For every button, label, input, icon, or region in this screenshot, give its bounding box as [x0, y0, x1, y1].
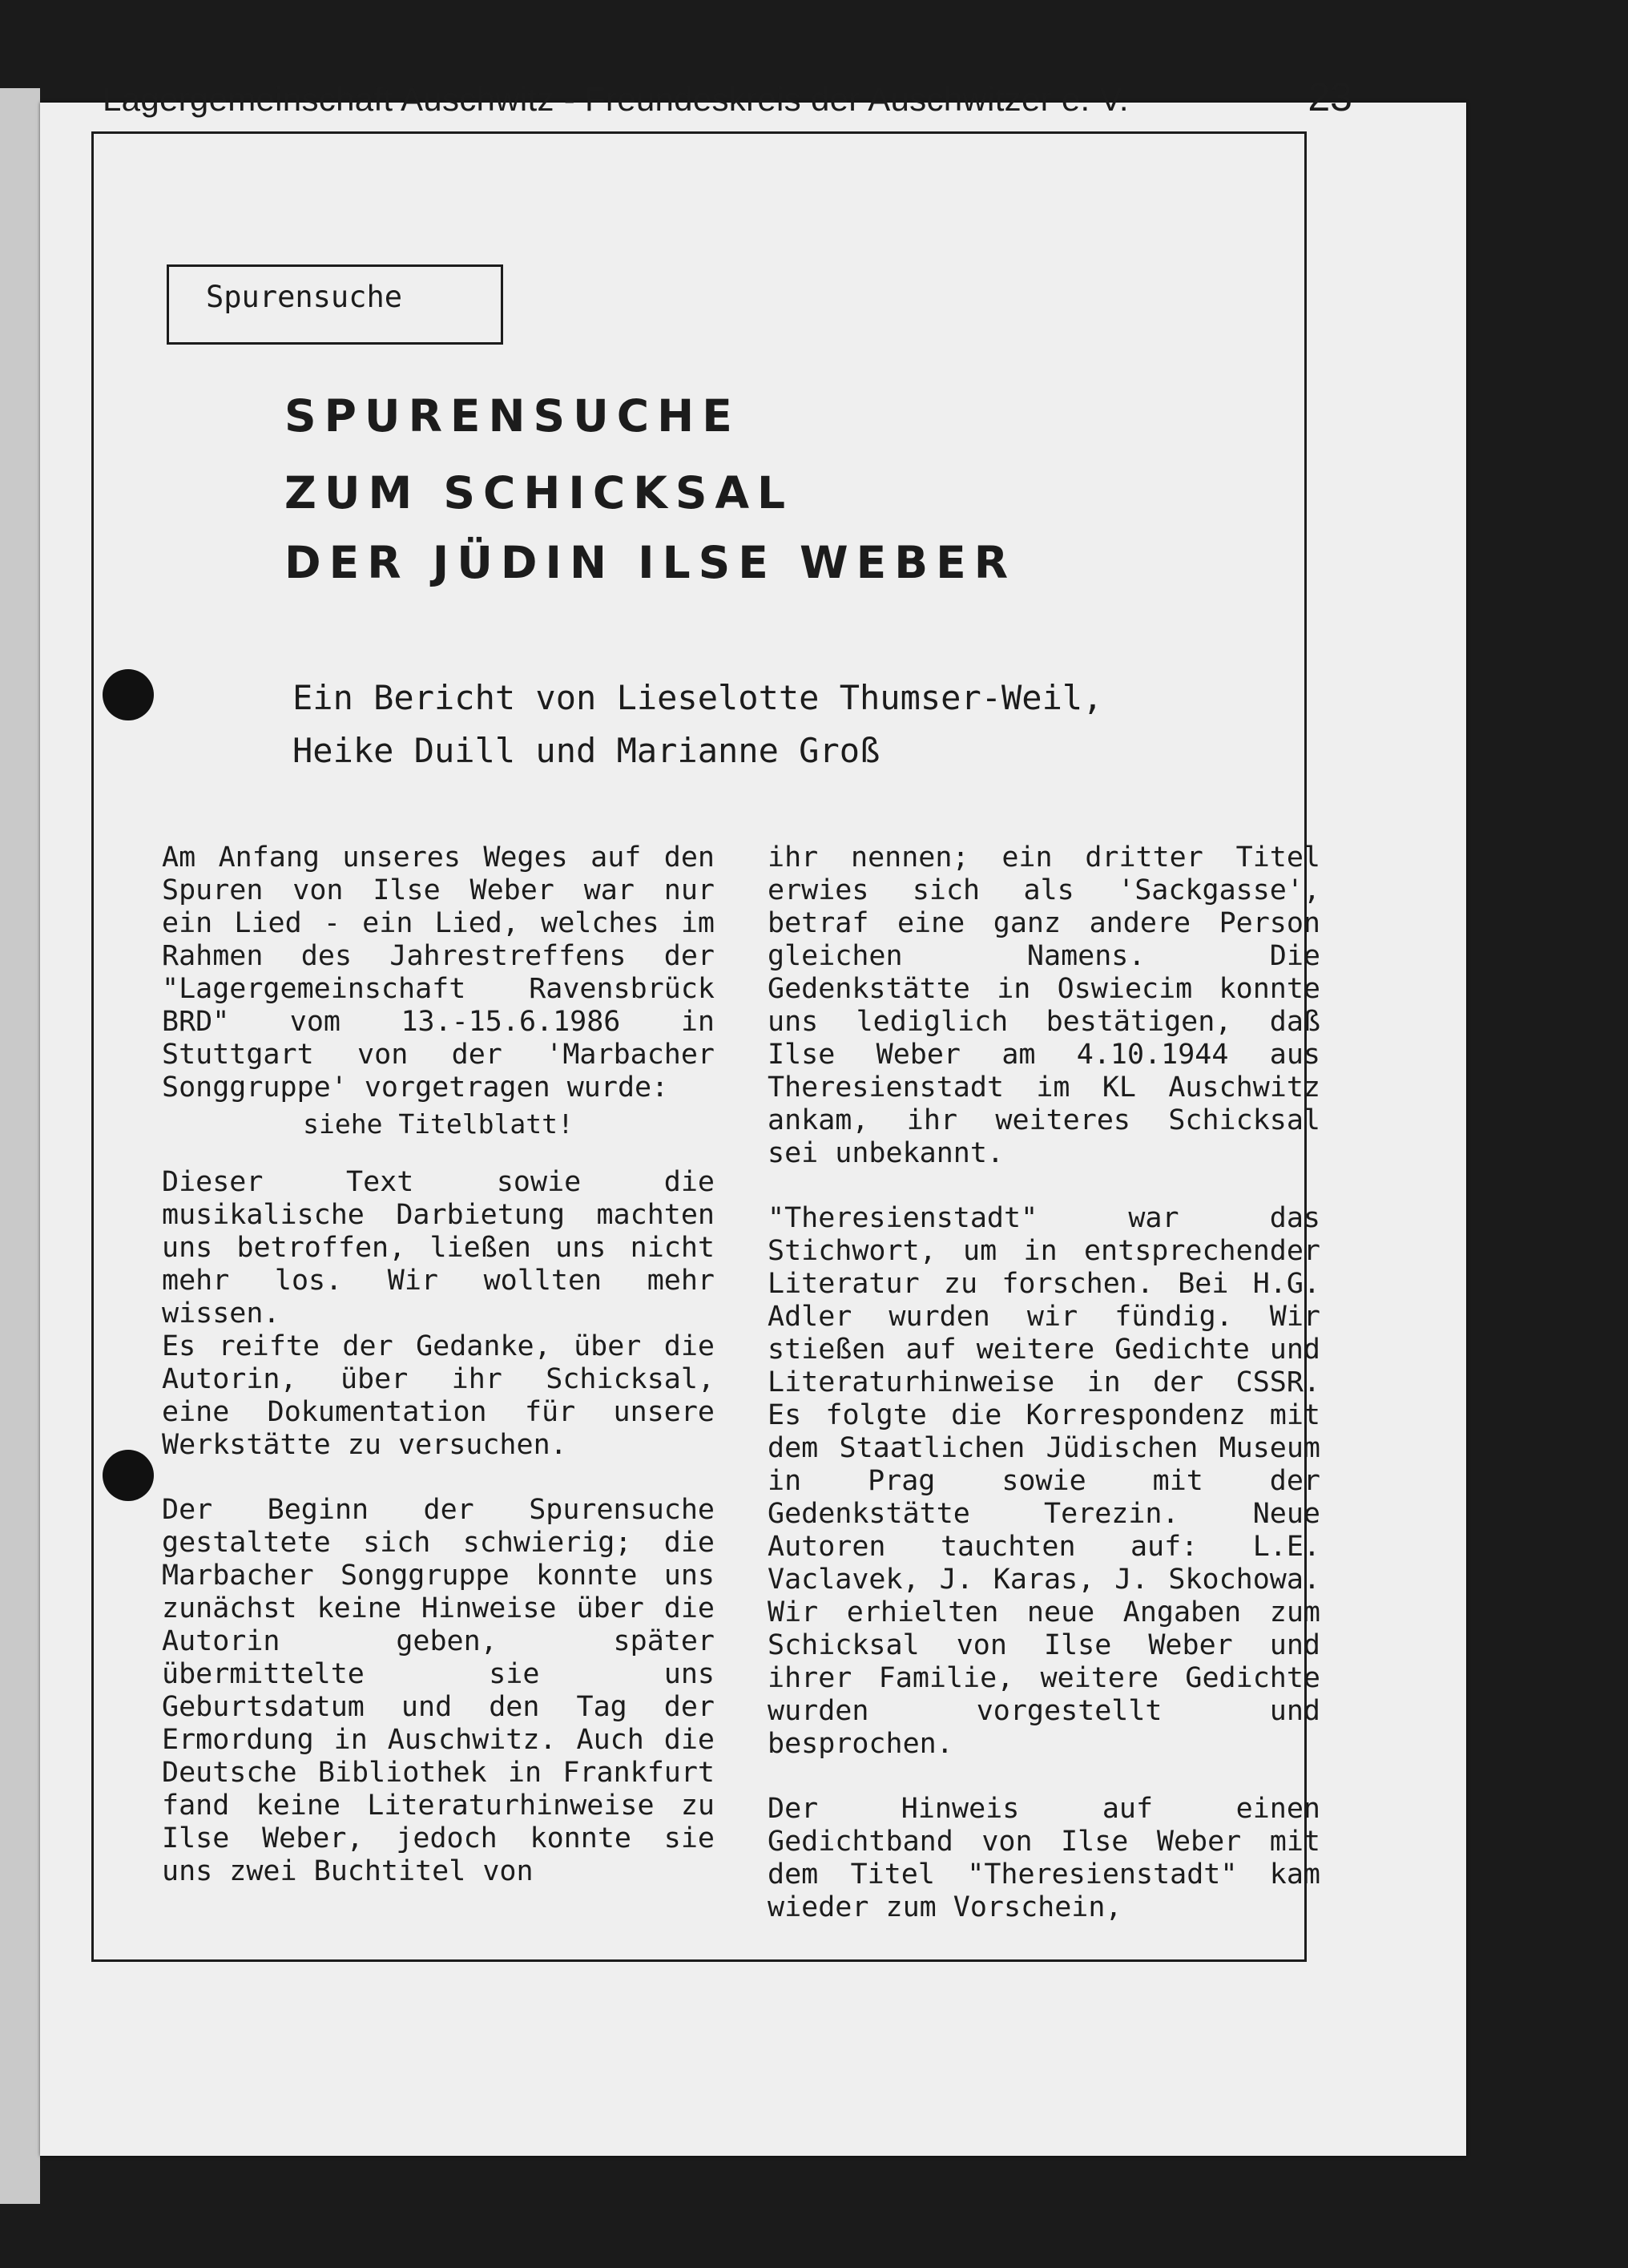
- previous-page-edge: [0, 88, 40, 2204]
- right-paragraph-3: Der Hinweis auf einen Gedichtband von Ilse Weber mit dem Titel "Theresienstadt" kam wieder zum Vorschein,: [768, 1793, 1320, 1923]
- page-number: 23: [1308, 75, 1352, 119]
- right-paragraph-2: "Theresienstadt" war das Stichwort, um in entsprechender Literatur zu forschen. Bei H.G. Adler wurden wir fündig. Wir stießen auf weitere Gedichte und Literaturhinweise in der CSSR. Es folgte die Korrespondenz mit dem Staatlichen Jüdischen Museum in Prag sowie mit der Gedenkstätte Terezin. Neue Autoren tauchten auf: L.E. Vaclavek, J. Karas, J. Skochowa. Wir erhielten neue Angaben zum Schicksal von Ilse Weber und ihrer Familie, weitere Gedichte wurden vorgestellt und besprochen.: [768, 1202, 1320, 1760]
- page-header: [103, 74, 1352, 130]
- left-paragraph-2: Dieser Text sowie die musikalische Darbietung machten uns betroffen, ließen uns nicht mehr los. Wir wollten mehr wissen.: [162, 1166, 715, 1330]
- punch-hole: [103, 669, 154, 720]
- title-page-reference: siehe Titelblatt!: [303, 1108, 574, 1140]
- punch-hole: [103, 1450, 154, 1501]
- left-column: [162, 841, 715, 1920]
- section-tag: Spurensuche: [167, 264, 503, 345]
- header-title: Lagergemeinschaft Auschwitz - Freundeskreis der Auschwitzer e. V.: [103, 80, 1129, 118]
- byline-line-1: Ein Bericht von Lieselotte Thumser-Weil,: [292, 678, 1103, 717]
- left-paragraph-1: Am Anfang unseres Weges auf den Spuren von Ilse Weber war nur ein Lied - ein Lied, welches im Rahmen des Jahrestreffens der "Lagergemeinschaft Ravensbrück BRD" vom 13.-15.6.1986 in Stuttgart von der 'Marbacher Songgruppe' vorgetragen wurde:: [162, 841, 715, 1104]
- left-paragraph-4: Der Beginn der Spurensuche gestaltete sich schwierig; die Marbacher Songgruppe konnte uns zunächst keine Hinweise über die Autorin geben, später übermittelte sie uns Geburtsdatum und den Tag der Ermordung in Auschwitz. Auch die Deutsche Bibliothek in Frankfurt fand keine Literaturhinweise zu Ilse Weber, jedoch konnte sie uns zwei Buchtitel von: [162, 1494, 715, 1887]
- title-line-2: ZUM SCHICKSAL: [284, 467, 794, 519]
- right-paragraph-1: ihr nennen; ein dritter Titel erwies sich als 'Sackgasse', betraf eine ganz andere Person gleichen Namens. Die Gedenkstätte in Oswiecim konnte uns lediglich bestätigen, daß Ilse Weber am 4.10.1944 aus Theresienstadt im KL Auschwitz ankam, ihr weiteres Schicksal sei unbekannt.: [768, 841, 1320, 1169]
- right-column: [768, 841, 1320, 1956]
- left-paragraph-3: Es reifte der Gedanke, über die Autorin, über ihr Schicksal, eine Dokumentation für unsere Werkstätte zu versuchen.: [162, 1330, 715, 1461]
- byline-line-2: Heike Duill und Marianne Groß: [292, 731, 880, 770]
- title-line-1: SPURENSUCHE: [284, 390, 740, 442]
- title-line-3: DER JÜDIN ILSE WEBER: [284, 537, 1017, 588]
